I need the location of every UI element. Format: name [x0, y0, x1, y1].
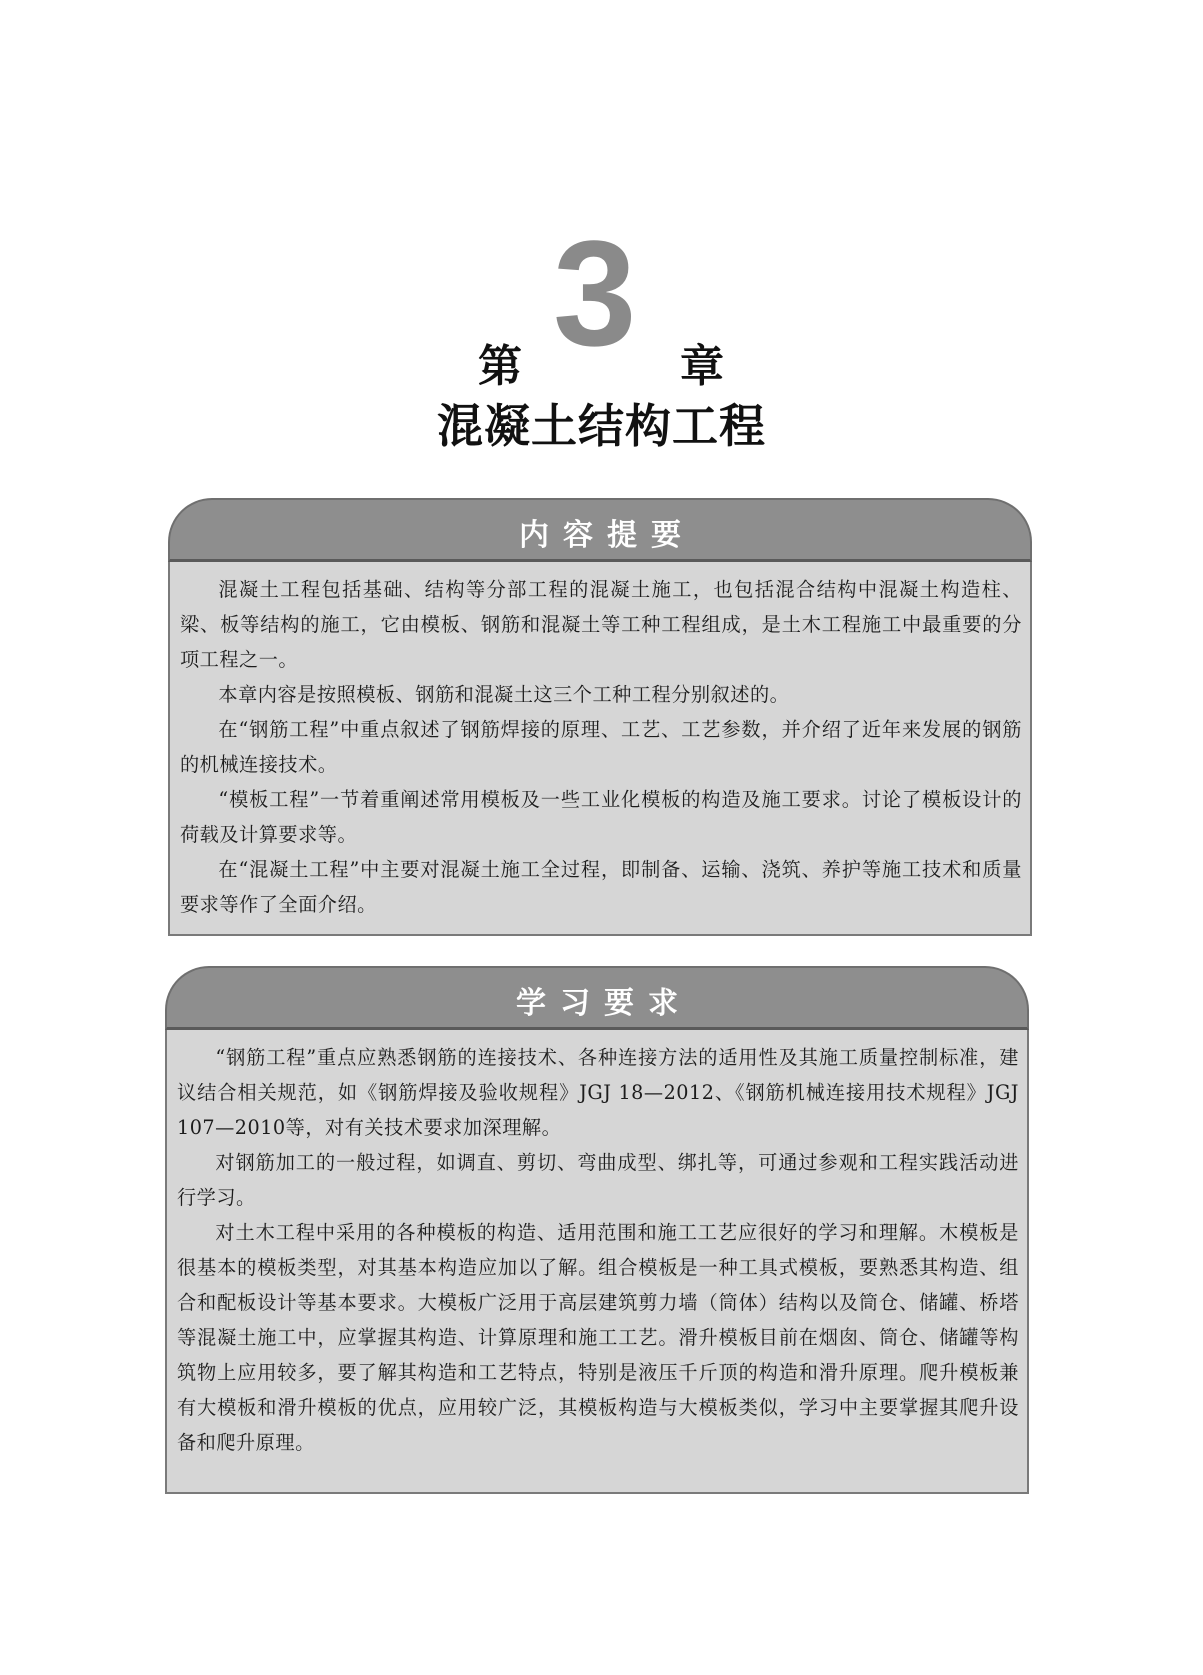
summary-paragraph: 混凝土工程包括基础、结构等分部工程的混凝土施工，也包括混合结构中混凝土构造柱、梁、板等结构的施工，它由模板、钢筋和混凝土等工种工程组成，是土木工程施工中最重要的分项工程之一。 — [180, 578, 1022, 671]
requirements-paragraph: 对土木工程中采用的各种模板的构造、适用范围和施工工艺应很好的学习和理解。木模板是很基本的模板类型，对其基本构造应加以了解。组合模板是一种工具式模板，要熟悉其构造、组合和配板设计等基本要求。大模板广泛用于高层建筑剪力墙（筒体）结构以及筒仓、储罐、桥塔等混凝土施工中，应掌握其构造、计算原理和施工工艺。滑升模板目前在烟囱、筒仓、储罐等构筑物上应用较多，要了解其构造和工艺特点，特别是液压千斤顶的构造和滑升原理。爬升模板兼有大模板和滑升模板的优点，应用较广泛，其模板构造与大模板类似，学习中主要掌握其爬升设备和爬升原理。 — [177, 1221, 1019, 1454]
summary-body — [170, 562, 1030, 932]
chapter-number: 3 — [553, 209, 633, 377]
summary-paragraph: 本章内容是按照模板、钢筋和混凝土这三个工种工程分别叙述的。 — [218, 683, 790, 706]
summary-heading: 内容提要 — [519, 518, 695, 553]
summary-header — [168, 498, 1032, 562]
requirements-body — [167, 1030, 1027, 1470]
requirements-paragraph: 对钢筋加工的一般过程，如调直、剪切、弯曲成型、绑扎等，可通过参观和工程实践活动进行学习。 — [177, 1151, 1019, 1209]
requirements-paragraph: “钢筋工程”重点应熟悉钢筋的连接技术、各种连接方法的适用性及其施工质量控制标准，建议结合相关规范，如《钢筋焊接及验收规程》JGJ 18—2012、《钢筋机械连接用技术规程》JGJ 107—2010等，对有关技术要求加深理解。 — [177, 1046, 1019, 1139]
requirements-box — [165, 986, 1029, 1494]
chapter-suffix: 章 — [680, 341, 724, 392]
requirements-header — [165, 966, 1029, 1030]
chapter-number-line — [0, 209, 1203, 392]
chapter-title: 混凝土结构工程 — [437, 399, 766, 453]
chapter-prefix: 第 — [478, 341, 522, 392]
summary-paragraph: 在“钢筋工程”中重点叙述了钢筋焊接的原理、工艺、工艺参数，并介绍了近年来发展的钢筋的机械连接技术。 — [180, 718, 1022, 776]
requirements-heading: 学习要求 — [516, 986, 692, 1021]
summary-paragraph: “模板工程”一节着重阐述常用模板及一些工业化模板的构造及施工要求。讨论了模板设计的荷载及计算要求等。 — [180, 788, 1022, 846]
summary-box — [168, 518, 1032, 936]
summary-paragraph: 在“混凝土工程”中主要对混凝土施工全过程，即制备、运输、浇筑、养护等施工技术和质量要求等作了全面介绍。 — [180, 858, 1022, 916]
chapter-heading — [0, 209, 1203, 453]
